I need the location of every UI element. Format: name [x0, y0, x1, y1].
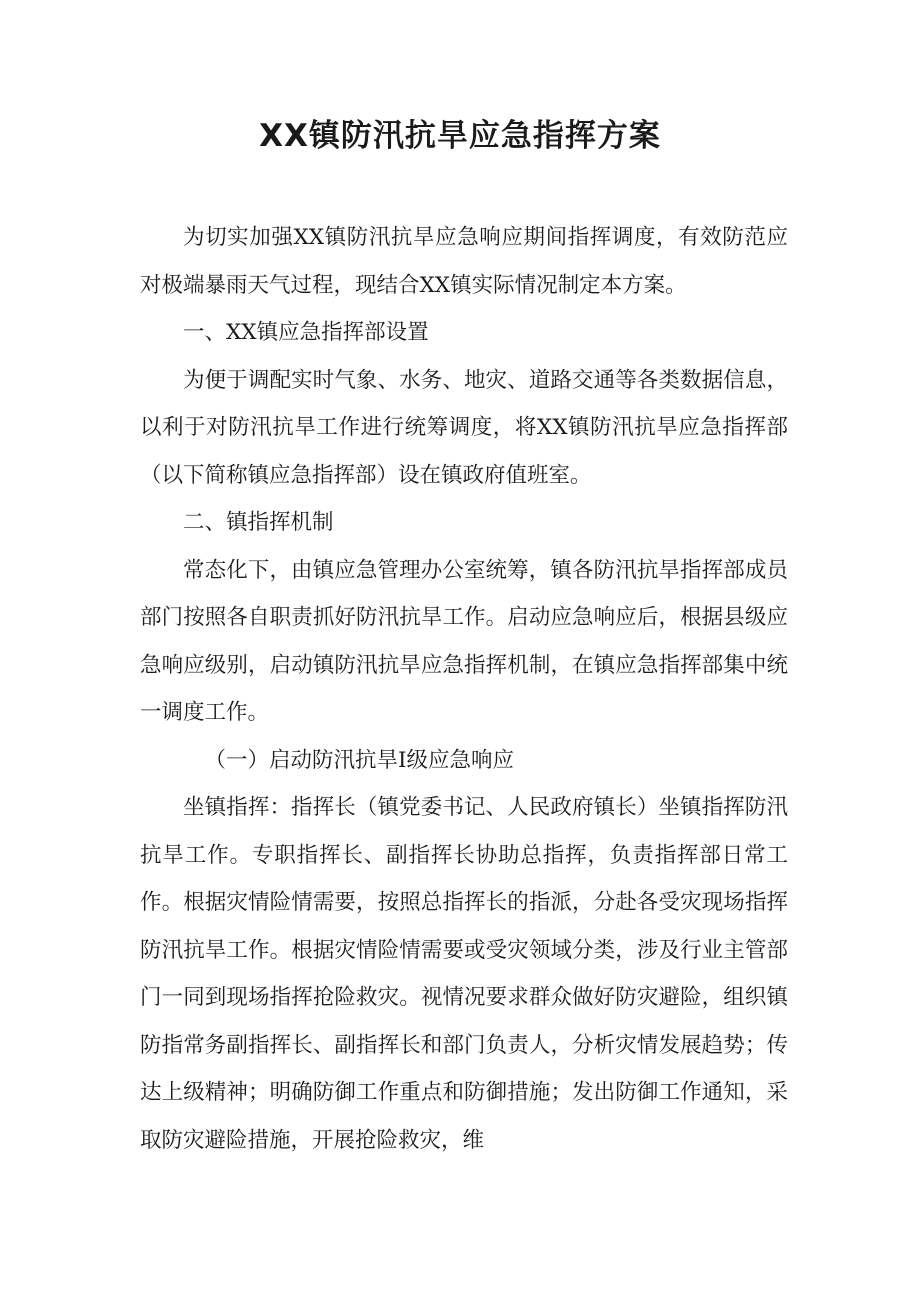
section-heading-2: 二、镇指挥机制 [183, 510, 334, 535]
section-heading-1: 一、XX镇应急指挥部设置 [183, 320, 429, 345]
document-title: XX镇防汛抗旱应急指挥方案 [259, 118, 661, 154]
section-1-paragraph: 为便于调配实时气象、水务、地灾、道路交通等各类数据信息，以利于对防汛抗旱工作进行统筹调度，将XX镇防汛抗旱应急指挥部（以下简称镇应急指挥部）设在镇政府值班室。 [140, 367, 788, 488]
section-2-paragraph: 常态化下，由镇应急管理办公室统筹，镇各防汛抗旱指挥部成员部门按照各自职责抓好防汛抗旱工作。启动应急响应后，根据县级应急响应级别，启动镇防汛抗旱应急指挥机制，在镇应急指挥部集中统一调度工作。 [140, 557, 788, 725]
subsection-heading-1: （一）启动防汛抗旱Ⅰ级应急响应 [204, 747, 514, 773]
intro-paragraph: 为切实加强XX镇防汛抗旱应急响应期间指挥调度，有效防范应对极端暴雨天气过程，现结合XX镇实际情况制定本方案。 [140, 225, 788, 298]
document-body [140, 214, 788, 1164]
subsection-1-paragraph: 坐镇指挥：指挥长（镇党委书记、人民政府镇长）坐镇指挥防汛抗旱工作。专职指挥长、副指挥长协助总指挥，负责指挥部日常工作。根据灾情险情需要，按照总指挥长的指派，分赴各受灾现场指挥防汛抗旱工作。根据灾情险情需要或受灾领域分类，涉及行业主管部门一同到现场指挥抢险救灾。视情况要求群众做好防灾避险，组织镇防指常务副指挥长、副指挥长和部门负责人，分析灾情发展趋势；传达上级精神；明确防御工作重点和防御措施；发出防御工作通知，采取防灾避险措施，开展抢险救灾，维 [140, 795, 788, 1153]
